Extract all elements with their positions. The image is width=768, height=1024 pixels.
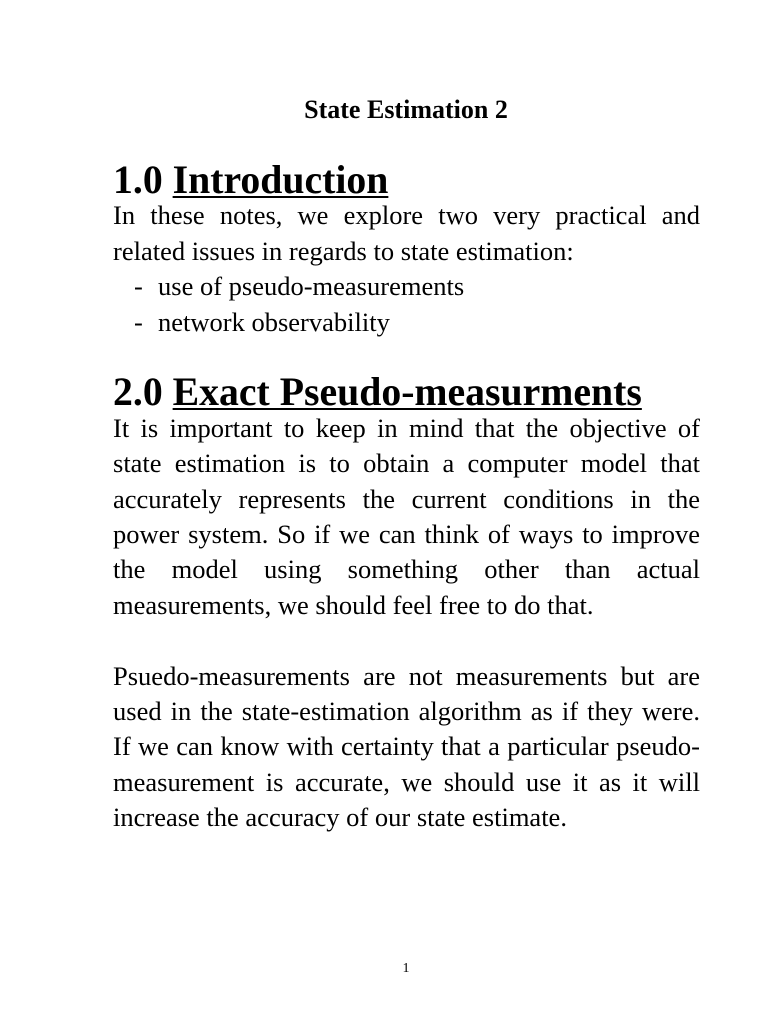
- body-paragraph: It is important to keep in mind that the objective of state estimation is to obtain a computer model that accurately represents the current conditions in the power system. So if we can think of ways to improve the model using something other than actual measurements, we should feel free to do that.: [113, 412, 700, 620]
- document-body: [113, 158, 700, 836]
- section-title: Exact Pseudo-measurments: [172, 370, 642, 415]
- document-title: State Estimation 2: [304, 95, 508, 124]
- section-title: Introduction: [172, 158, 389, 202]
- list-item-text: network observability: [158, 306, 390, 337]
- intro-paragraph: In these notes, we explore two very practical and related issues in regards to state estimation:: [113, 200, 700, 266]
- list-item: [113, 269, 700, 304]
- section-number: 1.0: [113, 158, 163, 202]
- section-number: 2.0: [113, 370, 163, 415]
- list-item-text: use of pseudo-measurements: [158, 271, 465, 302]
- body-paragraph: Psuedo-measurements are not measurements but are used in the state-estimation algorithm as if they were. If we can know with certainty that a particular pseudo-measurement is accurate, we should use it as it will increase the accuracy of our state estimate.: [113, 660, 700, 833]
- section-heading-introduction: [113, 158, 700, 202]
- page-number: 1: [402, 961, 410, 976]
- paragraph-spacer: [113, 623, 700, 658]
- bullet-dash: -: [134, 271, 143, 302]
- section-heading-pseudo-measurements: [113, 370, 700, 415]
- bullet-dash: -: [134, 306, 143, 337]
- list-item: [113, 305, 700, 340]
- topic-list: [113, 269, 700, 340]
